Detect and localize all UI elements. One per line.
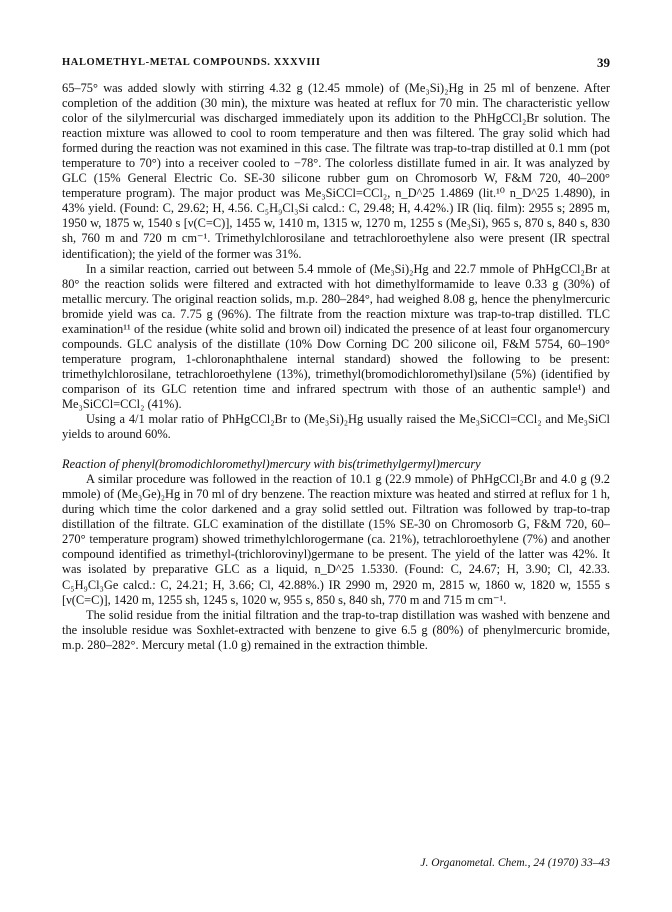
paragraph-similar-reaction: In a similar reaction, carried out between 5.4 mmole of (Me₃Si)₂Hg and 22.7 mmole of PhHgCCl₂Br at 80° the reaction solids were filtered and extracted with hot dimethylformamide to leave 0.33 g (30%) of metallic mercury. The original reaction solids, m.p. 280–284°, had weighed 8.08 g, hence the phenylmercuric bromide yield was ca. 7.75 g (96%). The filtrate from the reaction mixture was trap-to-trap distilled. TLC examination¹¹ of the residue (white solid and brown oil) indicated the presence of at least four organomercury compounds. GLC analysis of the distillate (10% Dow Corning DC 200 silicone oil, F&M 5754, 60–190° temperature program, 1-chloronaphthalene internal standard) showed the following to be present: trimethylchlorosilane, tetrachloroethylene (13%), trimethyl(bromodichloromethyl)silane (5%) (identified by comparison of its GLC retention time and infrared spectrum with those of an authentic sample¹) and Me₃SiCCl=CCl₂ (41%).: [62, 261, 610, 411]
section-heading: Reaction of phenyl(bromodichloromethyl)mercury with bis(trimethylgermyl)mercury: [62, 457, 481, 472]
article-body: [62, 81, 610, 653]
page-number: 39: [597, 55, 610, 70]
running-head: [62, 55, 610, 77]
paragraph-molar-ratio: Using a 4/1 molar ratio of PhHgCCl₂Br to (Me₃Si)₂Hg usually raised the Me₃SiCCl=CCl₂ and Me₃SiCl yields to around 60%.: [62, 412, 610, 442]
paragraph-solid-residue: The solid residue from the initial filtration and the trap-to-trap distillation was washed with benzene and the insoluble residue was Soxhlet-extracted with benzene to give 6.5 g (80%) of phenylmercuric bromide, m.p. 280–282°. Mercury metal (1.0 g) remained in the extraction thimble.: [62, 607, 610, 652]
paragraph-silyl-reaction: 65–75° was added slowly with stirring 4.32 g (12.45 mmole) of (Me₃Si)₂Hg in 25 ml of benzene. After completion of the addition (30 min), the mixture was heated at reflux for 70 min. The characteristic yellow color of the silylmercurial was discharged immediately upon its addition to the PhHgCCl₂Br solution. The reaction mixture was allowed to cool to room temperature and then was filtered. The gray solid which had formed during the reaction was not examined in this case. The filtrate was trap-to-trap distilled at 0.1 mm (pot temperature to 70°) into a receiver cooled to −78°. The colorless distillate fumed in air. It was analyzed by GLC (15% General Electric Co. SE-30 silicone rubber gum on Chromosorb W, F&M 720, 40–200° temperature program). The major product was Me₃SiCCl=CCl₂, n_D^25 1.4869 (lit.¹⁰ n_D^25 1.4890), in 43% yield. (Found: C, 29.62; H, 4.56. C₅H₉Cl₃Si calcd.: C, 29.48; H, 4.42%.) IR (liq. film): 2955 s; 2895 m, 1950 w, 1875 w, 1540 s [ν(C=C)], 1455 w, 1410 m, 1315 w, 1270 m, 1255 s (Me₃Si), 965 s, 870 s, 840 s, 830 sh, 760 m and 720 m cm⁻¹. Trimethylchlorosilane and tetrachloroethylene also were present (IR spectral identification); the yield of the former was 31%.: [62, 81, 610, 261]
paragraph-germyl-reaction: A similar procedure was followed in the reaction of 10.1 g (22.9 mmole) of PhHgCCl₂Br and 4.0 g (9.2 mmole) of (Me₃Ge)₂Hg in 70 ml of dry benzene. The reaction mixture was heated and stirred at reflux for 1 h, during which time the color darkened and a gray solid settled out. Filtration was followed by trap-to-trap distillation of the filtrate. GLC examination of the distillate (15% SE-30 on Chromosorb G, F&M 720, 60–270° temperature program) showed trimethylchlorogermane (ca. 21%), tetrachloroethylene (7%) and another compound identified as trimethyl-(trichlorovinyl)germane to be present. The yield of the latter was 42%. It was isolated by preparative GLC as a liquid, n_D^25 1.5330. (Found: C, 24.67; H, 3.90; Cl, 42.33. C₅H₉Cl₃Ge calcd.: C, 24.21; H, 3.66; Cl, 42.88%.) IR 2990 m, 2920 m, 2815 w, 1860 w, 1820 w, 1555 s [ν(C=C)], 1420 m, 1255 sh, 1245 s, 1020 w, 955 s, 850 s, 840 sh, 770 m and 715 m cm⁻¹.: [62, 472, 610, 607]
running-title: HALOMETHYL-METAL COMPOUNDS. XXXVIII: [62, 57, 321, 68]
journal-citation: J. Organometal. Chem., 24 (1970) 33–43: [420, 857, 610, 869]
